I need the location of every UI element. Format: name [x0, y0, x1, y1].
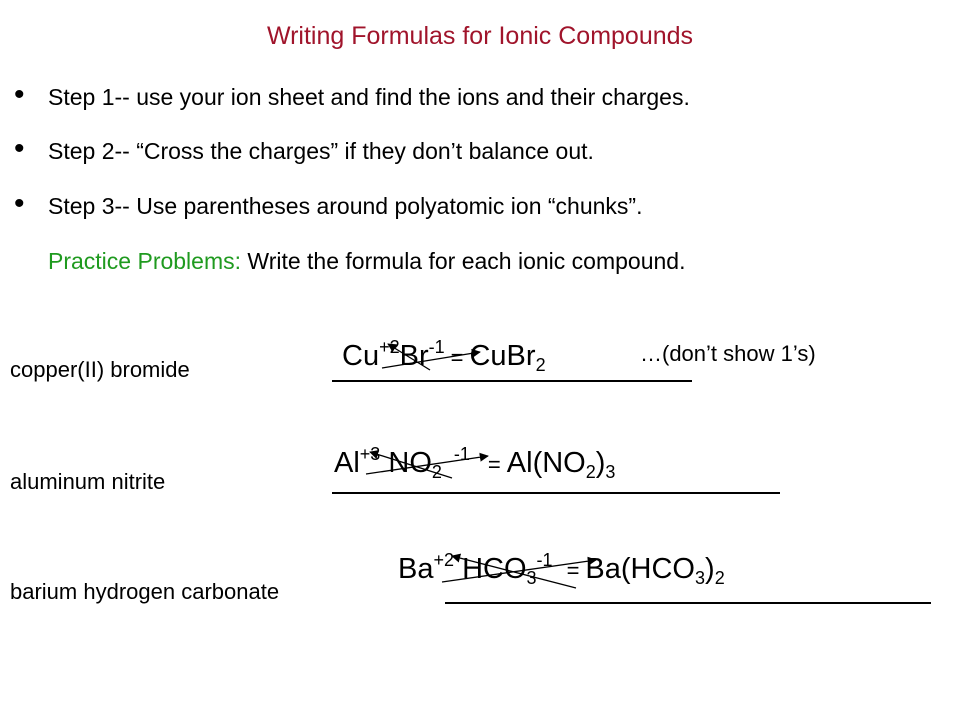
step-2: Step 2-- “Cross the charges” if they don’t balance out.	[48, 138, 594, 164]
step-1: Step 1-- use your ion sheet and find the ions and their charges.	[48, 84, 690, 110]
page-title: Writing Formulas for Ionic Compounds	[266, 22, 694, 50]
problem-1-name: copper(II) bromide	[10, 357, 190, 382]
problem-1-note: …(don’t show 1’s)	[640, 341, 816, 366]
arrow-2a	[370, 452, 452, 478]
problem-2-name: aluminum nitrite	[10, 469, 166, 494]
problem-1-formula: $Cu^{+2}Br^{-1}$ = CuBr$_2$	[342, 337, 546, 375]
practice-text: Write the formula for each ionic compound.	[247, 248, 686, 274]
bullet-2: •	[14, 132, 25, 165]
problem-3-name: barium hydrogen carbonate	[10, 579, 280, 604]
bullet-3: •	[14, 187, 25, 220]
arrow-3b	[442, 560, 596, 582]
problem-2-formula: $Al^{+3}$ $NO_2^{-1} = Al(NO_2)_3$	[334, 444, 616, 482]
step-3: Step 3-- Use parentheses around polyatomic ion “chunks”.	[48, 193, 643, 219]
arrow-2b	[366, 456, 488, 474]
practice-label: Practice Problems:	[48, 248, 242, 274]
arrow-1b	[382, 352, 480, 368]
problem-3-formula: $Ba^{+2}$ $HCO_3^{-1} = Ba(HCO_3)_2$	[398, 550, 725, 588]
bullet-1: •	[14, 78, 25, 111]
